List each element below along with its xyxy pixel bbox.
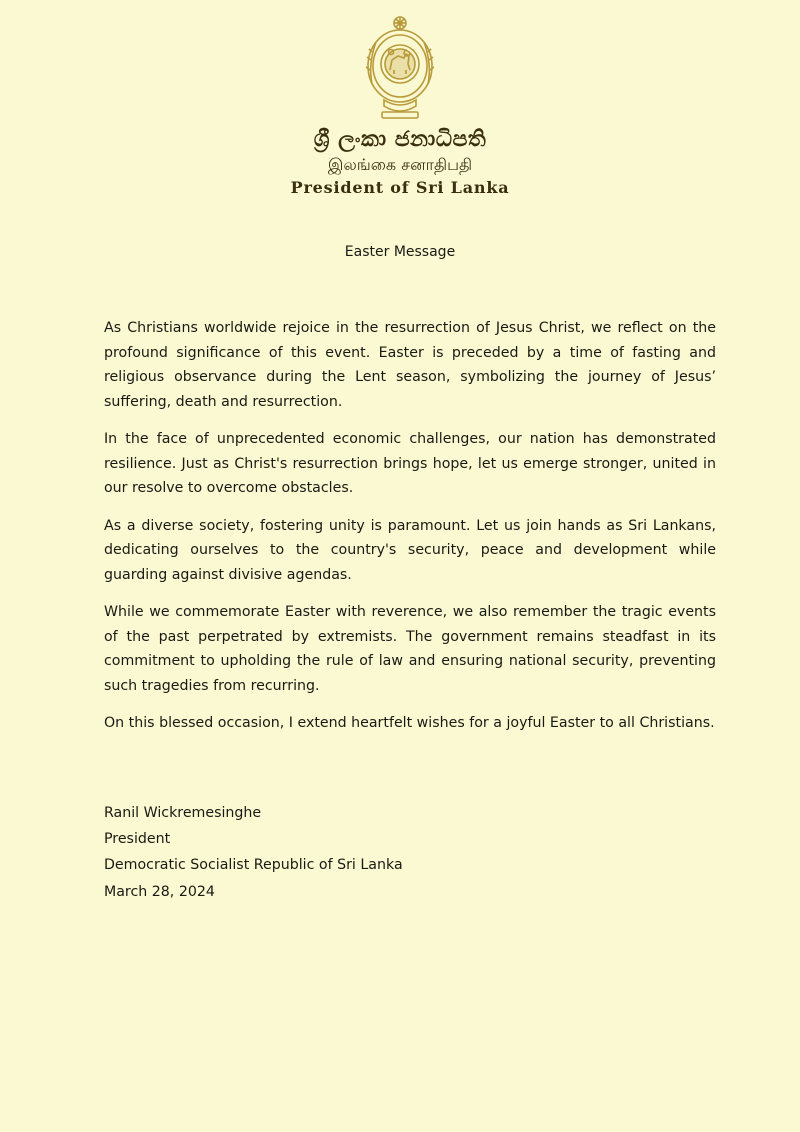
sri-lanka-emblem-icon xyxy=(362,14,438,124)
letter-date: March 28, 2024 xyxy=(104,884,215,900)
letterhead-english: President of Sri Lanka xyxy=(290,178,510,197)
paragraph: On this blessed occasion, I extend heartfelt wishes for a joyful Easter to all Christians. xyxy=(104,715,715,731)
message-body xyxy=(104,316,716,749)
paragraph: As a diverse society, fostering unity is paramount. Let us join hands as Sri Lankans, dedicating ourselves to the country's security, peace and development while guarding against divisive agendas. xyxy=(104,517,716,583)
paragraph: As Christians worldwide rejoice in the resurrection of Jesus Christ, we reflect on the profound significance of this event. Easter is preceded by a time of fasting and religious observance during the Lent season, symbolizing the journey of Jesus’ suffering, death and resurrection. xyxy=(104,320,716,410)
signatory-country: Democratic Socialist Republic of Sri Lanka xyxy=(104,857,403,873)
letterhead-sinhala: ශ්‍රී ලංකා ජනාධිපති xyxy=(313,126,487,152)
paragraph: In the face of unprecedented economic challenges, our nation has demonstrated resilience. Just as Christ's resurrection brings hope, let us emerge stronger, united in our resolve to overcome obstacles. xyxy=(104,431,716,496)
paragraph: While we commemorate Easter with reverence, we also remember the tragic events of the past perpetrated by extremists. The government remains steadfast in its commitment to upholding the rule of law and ensuring national security, preventing such tragedies from recurring. xyxy=(104,604,716,694)
document-title: Easter Message xyxy=(344,244,456,260)
signature-block xyxy=(104,800,403,878)
signatory-name: Ranil Wickremesinghe xyxy=(104,805,262,821)
letterhead-tamil: இலங்கை சனாதிபதி xyxy=(327,155,473,174)
signatory-position: President xyxy=(104,831,171,847)
